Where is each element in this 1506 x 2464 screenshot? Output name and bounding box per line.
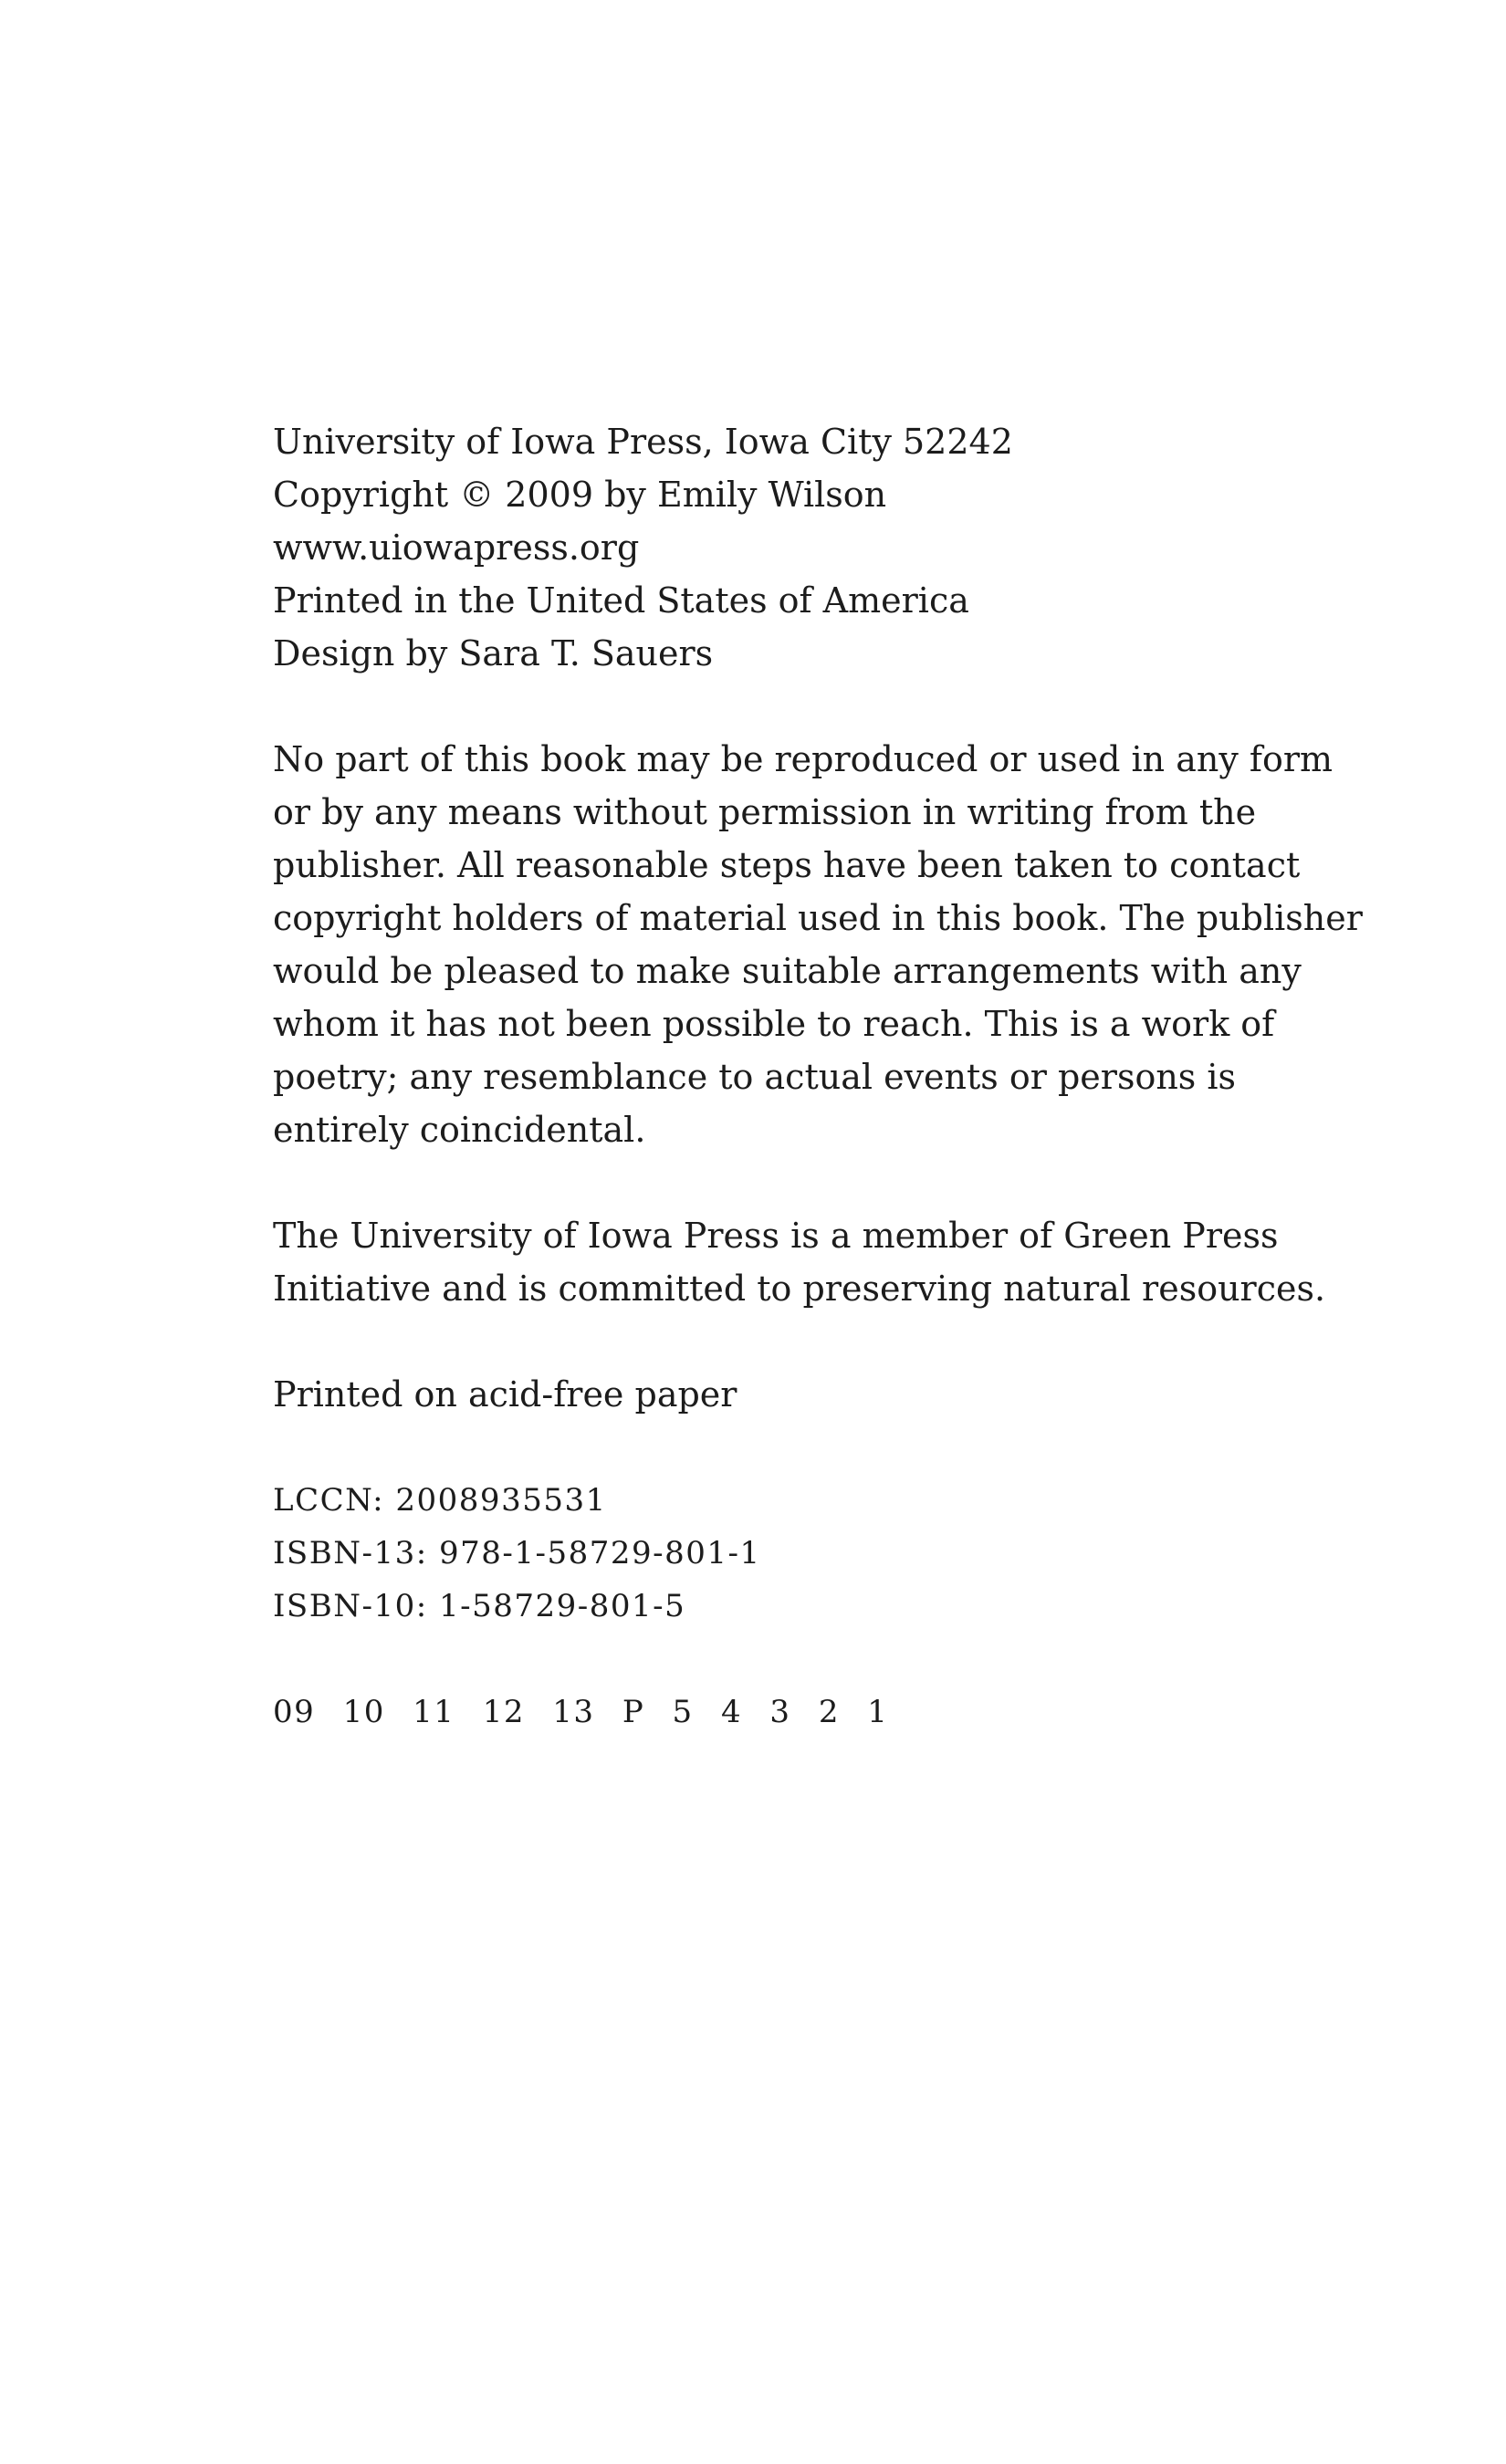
green-press-line: The University of Iowa Press is a member of Green Press	[273, 1216, 1279, 1256]
rights-line: would be pleased to make suitable arrangements with any	[273, 951, 1302, 991]
rights-line: entirely coincidental.	[273, 1110, 646, 1150]
printing-line: 09 10 11 12 13 P 5 4 3 2 1	[273, 1694, 889, 1730]
rights-line: publisher. All reasonable steps have been taken to contact	[273, 845, 1301, 885]
rights-line: whom it has not been possible to reach. This is a work of	[273, 1004, 1275, 1044]
rights-statement	[273, 733, 1363, 1156]
green-press-line: Initiative and is committed to preserving natural resources.	[273, 1269, 1326, 1309]
publisher-info	[273, 415, 1295, 680]
publisher-website: www.uiowapress.org	[273, 527, 640, 568]
lccn-number: LCCN: 2008935531	[273, 1482, 607, 1519]
spacer	[273, 680, 1295, 733]
isbn13-number: ISBN-13: 978-1-58729-801-1	[273, 1535, 761, 1571]
publisher-address: University of Iowa Press, Iowa City 52242	[273, 422, 1013, 462]
isbn10-number: ISBN-10: 1-58729-801-5	[273, 1588, 686, 1624]
green-press-statement	[273, 1209, 1326, 1315]
design-credit: Design by Sara T. Sauers	[273, 633, 714, 673]
spacer	[273, 1421, 1295, 1474]
rights-line: No part of this book may be reproduced or used in any form	[273, 739, 1333, 779]
catalog-numbers	[273, 1474, 1295, 1633]
rights-line: poetry; any resemblance to actual events or persons is	[273, 1057, 1237, 1097]
spacer	[273, 1156, 1295, 1209]
acid-free-paper-note: Printed on acid-free paper	[273, 1374, 737, 1415]
spacer	[273, 1633, 1295, 1686]
rights-line: or by any means without permission in writing from the	[273, 792, 1257, 832]
printed-in-country: Printed in the United States of America	[273, 580, 969, 621]
copyright-notice: Copyright © 2009 by Emily Wilson	[273, 475, 887, 515]
copyright-page	[273, 415, 1363, 1738]
rights-line: copyright holders of material used in this book. The publisher	[273, 898, 1363, 938]
spacer	[273, 1315, 1295, 1368]
